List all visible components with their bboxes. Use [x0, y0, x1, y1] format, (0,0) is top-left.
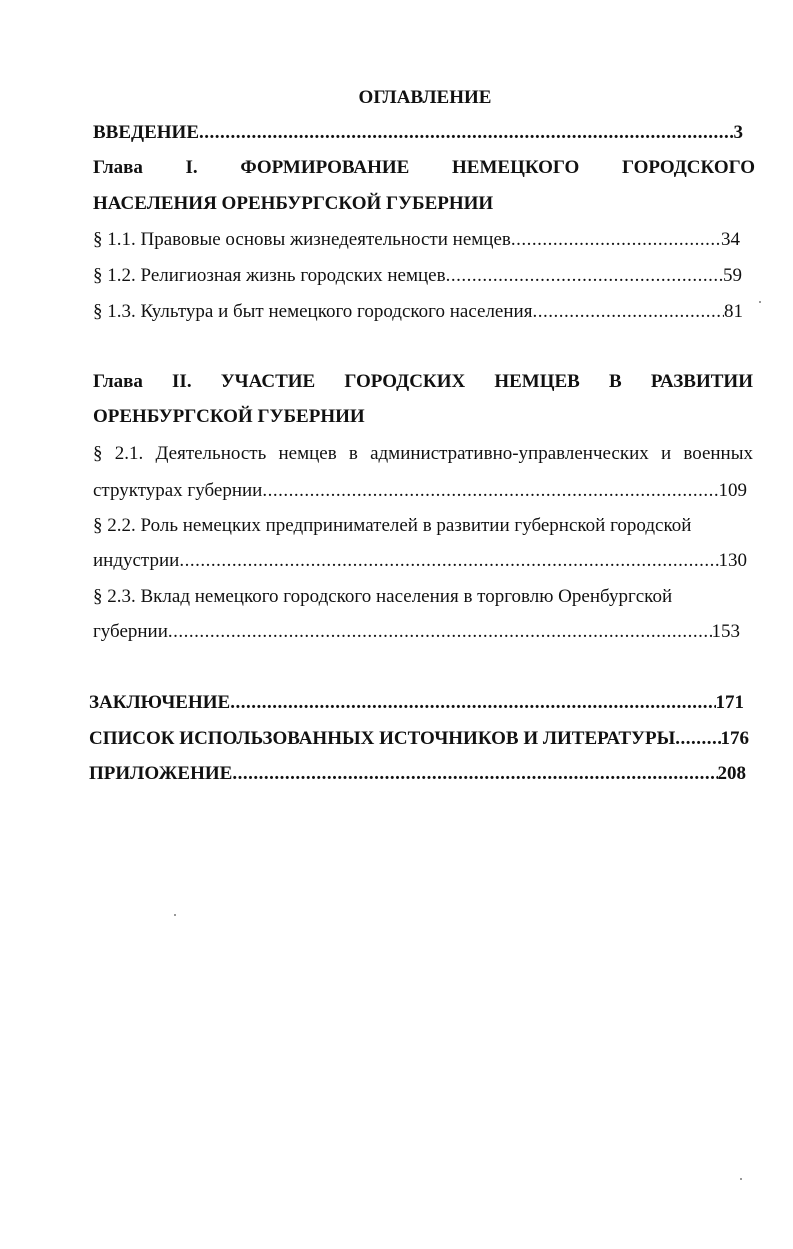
- page-number: 81: [724, 301, 743, 322]
- dot-leader: [168, 620, 712, 644]
- dot-leader: [232, 762, 717, 786]
- toc-entry-section-1-2[interactable]: [93, 264, 742, 288]
- page-number: 171: [715, 692, 744, 713]
- toc-entry-section-2-3-line-1[interactable]: § 2.3. Вклад немецкого городского населения в торговлю Оренбургской: [93, 586, 673, 607]
- page-number: 176: [720, 728, 749, 749]
- dot-leader: [532, 300, 724, 324]
- toc-entry-conclusion[interactable]: [89, 691, 744, 715]
- page-number: 153: [711, 621, 740, 642]
- toc-entry-section-2-3[interactable]: [93, 620, 740, 644]
- page-number: 59: [723, 265, 742, 286]
- dot-leader: [675, 727, 720, 751]
- dot-leader: [199, 121, 734, 145]
- scan-speck: [759, 301, 761, 303]
- page-number: 208: [717, 763, 746, 784]
- dot-leader: [446, 264, 723, 288]
- page-number: 34: [721, 229, 740, 250]
- dot-leader: [511, 228, 721, 252]
- toc-entry-section-1-3[interactable]: [93, 300, 743, 324]
- entry-label: СПИСОК ИСПОЛЬЗОВАННЫХ ИСТОЧНИКОВ И ЛИТЕРАТУРЫ: [89, 728, 676, 749]
- toc-entry-appendix[interactable]: [89, 762, 746, 786]
- entry-label: ВВЕДЕНИЕ: [93, 122, 199, 143]
- toc-entry-section-2-2-line-1[interactable]: § 2.2. Роль немецких предпринимателей в развитии губернской городской: [93, 515, 692, 536]
- page-number: 130: [718, 550, 747, 571]
- toc-entry-section-2-1[interactable]: [93, 479, 747, 503]
- scan-speck: [174, 914, 176, 916]
- scan-speck: [740, 1178, 742, 1180]
- entry-label: губернии: [93, 621, 168, 642]
- toc-entry-section-2-1-line-1[interactable]: § 2.1. Деятельность немцев в административно-управленческих и военных: [93, 443, 753, 464]
- entry-label: § 1.1. Правовые основы жизнедеятельности немцев: [93, 229, 511, 250]
- page-number: 3: [733, 122, 743, 143]
- dot-leader: [230, 691, 715, 715]
- entry-label: ПРИЛОЖЕНИЕ: [89, 763, 233, 784]
- entry-label: ЗАКЛЮЧЕНИЕ: [89, 692, 231, 713]
- toc-heading: ОГЛАВЛЕНИЕ: [358, 87, 492, 108]
- entry-label: структурах губернии: [93, 480, 263, 501]
- toc-entry-section-2-2[interactable]: [93, 549, 747, 573]
- chapter-2-title-line-1[interactable]: Глава II. УЧАСТИЕ ГОРОДСКИХ НЕМЦЕВ В РАЗВИТИИ: [93, 371, 753, 392]
- chapter-1-title-line-2[interactable]: НАСЕЛЕНИЯ ОРЕНБУРГСКОЙ ГУБЕРНИИ: [93, 193, 494, 214]
- entry-label: индустрии: [93, 550, 180, 571]
- chapter-1-title-line-1[interactable]: Глава I. ФОРМИРОВАНИЕ НЕМЕЦКОГО ГОРОДСКОГО: [93, 157, 755, 178]
- toc-entry-intro[interactable]: [93, 121, 743, 145]
- dot-leader: [179, 549, 718, 573]
- dot-leader: [262, 479, 718, 503]
- toc-entry-section-1-1[interactable]: [93, 228, 740, 252]
- entry-label: § 1.2. Религиозная жизнь городских немцев: [93, 265, 446, 286]
- toc-entry-sources[interactable]: [89, 727, 749, 751]
- chapter-2-title-line-2[interactable]: ОРЕНБУРГСКОЙ ГУБЕРНИИ: [93, 406, 365, 427]
- entry-label: § 1.3. Культура и быт немецкого городского населения: [93, 301, 533, 322]
- page-number: 109: [718, 480, 747, 501]
